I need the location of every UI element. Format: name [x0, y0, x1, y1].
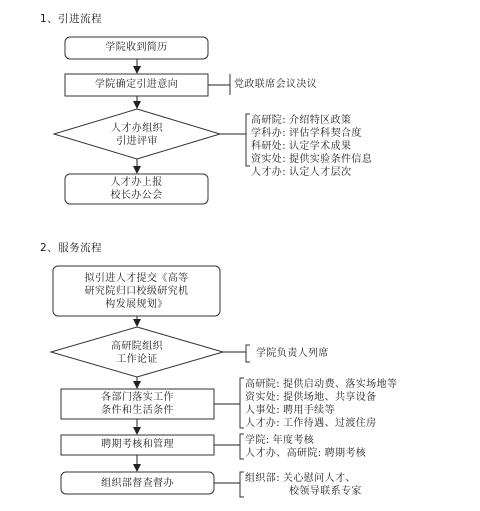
supervise-roles-list — [245, 472, 362, 498]
role-rencaiban — [251, 166, 372, 179]
implement-label: 各部门落实工作 条件和生活条件 — [101, 392, 174, 416]
receive-resume-label: 学院收到简历 — [105, 42, 168, 53]
assess-roles-list — [245, 434, 366, 460]
implement-roles-list — [245, 378, 397, 430]
role-duty: 关心慰问人才、 — [282, 473, 356, 484]
role-dept: 组织部: — [245, 473, 280, 484]
role-duty: 校领导联系专家 — [289, 486, 362, 497]
impl-role-renshichu — [245, 404, 397, 417]
submit-plan-label: 拟引进人才提交《高等 研究院归口校级研究机 构发展规划》 — [84, 273, 189, 310]
role-duty: 认定学术成果 — [288, 141, 352, 152]
implement-note-bracket — [240, 378, 244, 428]
role-duty: 评估学科契合度 — [288, 128, 362, 139]
supervise-role-leaders — [245, 485, 362, 498]
role-dept: 人才办、高研院: — [245, 448, 322, 459]
supervise-role-zuzhibu — [245, 472, 362, 485]
role-duty: 介绍特区政策 — [288, 115, 352, 126]
role-duty: 认定人才层次 — [288, 167, 352, 178]
role-dept: 高研院: — [251, 115, 286, 126]
assess-role-xueyuan — [245, 434, 366, 447]
role-dept: 学院: — [245, 435, 270, 446]
role-dept: 科研处: — [251, 141, 286, 152]
impl-role-zishichu — [245, 391, 397, 404]
assess-label: 聘期考核和管理 — [101, 439, 174, 450]
supervise-label: 组织部督查督办 — [101, 478, 174, 489]
role-duty: 聘用手续等 — [282, 405, 335, 416]
role-duty: 提供实验条件信息 — [288, 154, 373, 165]
section2-title: 2、服务流程 — [40, 242, 103, 254]
role-keyanchu — [251, 140, 372, 153]
confirm-intent-label: 学院确定引进意向 — [94, 79, 179, 90]
role-dept: 资实处: — [245, 392, 280, 403]
party-meeting-note: 党政联席会议决议 — [234, 79, 318, 90]
impl-role-rencaiban — [245, 417, 397, 430]
assess-note-bracket — [240, 434, 244, 459]
role-xuekeban — [251, 127, 372, 140]
role-gaoyanyuan — [251, 114, 372, 127]
role-dept: 人事处: — [245, 405, 280, 416]
assess-role-rencaiban-gaoyanyuan — [245, 447, 366, 460]
role-dept: 人才办: — [251, 167, 286, 178]
role-dept: 资实处: — [251, 154, 286, 165]
demonstrate-note-bracket — [246, 345, 250, 362]
demonstrate-label: 高研院组织 工作论证 — [111, 341, 163, 365]
role-duty: 年度考核 — [272, 435, 315, 446]
roles-note-bracket — [246, 114, 250, 166]
section1-title: 1、引进流程 — [40, 13, 103, 25]
supervise-note-bracket — [240, 472, 244, 497]
role-zishichu — [251, 153, 372, 166]
role-dept: 高研院: — [245, 379, 280, 390]
role-dept: 人才办: — [245, 418, 280, 429]
role-duty: 聘期考核 — [324, 448, 367, 459]
review-label: 人才办组织 引进评审 — [111, 123, 163, 147]
role-duty: 提供启动费、落实场地等 — [282, 379, 398, 390]
demonstrate-note: 学院负责人列席 — [256, 348, 329, 359]
role-duty: 工作待遇、过渡住房 — [282, 418, 377, 429]
report-label: 人才办上报 校长办公会 — [110, 177, 163, 201]
role-duty: 提供场地、共享设备 — [282, 392, 377, 403]
impl-role-gaoyanyuan — [245, 378, 397, 391]
review-roles-list — [251, 114, 372, 179]
role-dept: 学科办: — [251, 128, 286, 139]
